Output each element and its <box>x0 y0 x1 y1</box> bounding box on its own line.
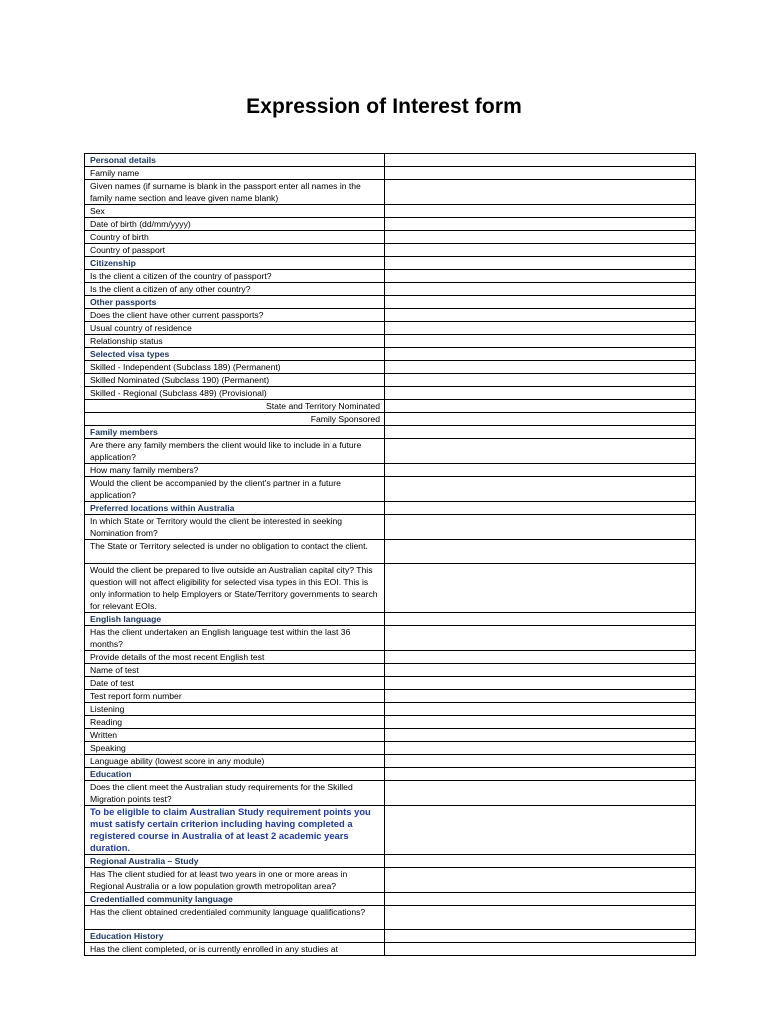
answer-cell[interactable] <box>385 231 696 244</box>
section-title: Regional Australia – Study <box>85 854 385 867</box>
eoi-form-table <box>84 153 696 956</box>
question-label: Family Sponsored <box>85 413 385 426</box>
form-row <box>85 742 696 755</box>
answer-cell[interactable] <box>385 755 696 768</box>
question-label: Would the client be accompanied by the client's partner in a future application? <box>85 477 385 502</box>
section-header-row <box>85 426 696 439</box>
form-row <box>85 244 696 257</box>
section-title: Education <box>85 768 385 781</box>
question-label: Given names (if surname is blank in the passport enter all names in the family name section and leave given name blank) <box>85 180 385 205</box>
question-label: Has the client undertaken an English language test within the last 36 months? <box>85 626 385 651</box>
question-label: Has the client obtained credentialed community language qualifications? <box>85 905 385 929</box>
answer-cell[interactable] <box>385 729 696 742</box>
question-label: Speaking <box>85 742 385 755</box>
section-answer-cell <box>385 613 696 626</box>
answer-cell[interactable] <box>385 626 696 651</box>
answer-cell[interactable] <box>385 439 696 464</box>
form-row <box>85 626 696 651</box>
question-label: Test report form number <box>85 690 385 703</box>
question-label: Country of passport <box>85 244 385 257</box>
form-row <box>85 477 696 502</box>
section-header-row <box>85 768 696 781</box>
question-label: Is the client a citizen of any other country? <box>85 283 385 296</box>
form-row <box>85 664 696 677</box>
section-header-row <box>85 296 696 309</box>
form-row <box>85 335 696 348</box>
form-row <box>85 270 696 283</box>
answer-cell[interactable] <box>385 703 696 716</box>
question-label: Does the client meet the Australian study requirements for the Skilled Migration points test? <box>85 781 385 806</box>
section-header-row <box>85 154 696 167</box>
question-label: Usual country of residence <box>85 322 385 335</box>
answer-cell[interactable] <box>385 322 696 335</box>
form-row <box>85 167 696 180</box>
answer-cell[interactable] <box>385 400 696 413</box>
answer-cell[interactable] <box>385 477 696 502</box>
form-row <box>85 464 696 477</box>
question-label: State and Territory Nominated <box>85 400 385 413</box>
section-answer-cell <box>385 929 696 942</box>
question-label: Are there any family members the client would like to include in a future application? <box>85 439 385 464</box>
answer-cell[interactable] <box>385 664 696 677</box>
answer-cell[interactable] <box>385 387 696 400</box>
form-row <box>85 905 696 929</box>
question-label: Provide details of the most recent English test <box>85 651 385 664</box>
question-label: Sex <box>85 205 385 218</box>
question-label: The State or Territory selected is under no obligation to contact the client. <box>85 540 385 564</box>
section-title: Education History <box>85 929 385 942</box>
answer-cell[interactable] <box>385 515 696 540</box>
form-row <box>85 716 696 729</box>
form-row <box>85 322 696 335</box>
section-header-row <box>85 257 696 270</box>
form-row <box>85 374 696 387</box>
section-answer-cell <box>385 296 696 309</box>
form-row <box>85 515 696 540</box>
section-header-row <box>85 892 696 905</box>
form-row <box>85 205 696 218</box>
section-answer-cell <box>385 854 696 867</box>
question-label: Is the client a citizen of the country of passport? <box>85 270 385 283</box>
section-title: Preferred locations within Australia <box>85 502 385 515</box>
section-answer-cell <box>385 426 696 439</box>
form-row <box>85 942 696 955</box>
question-label: Does the client have other current passports? <box>85 309 385 322</box>
section-answer-cell <box>385 768 696 781</box>
question-label: Has the client completed, or is currently enrolled in any studies at <box>85 942 385 955</box>
form-row <box>85 564 696 613</box>
eoi-form-body <box>85 154 696 956</box>
question-label: Reading <box>85 716 385 729</box>
section-title: English language <box>85 613 385 626</box>
answer-cell[interactable] <box>385 905 696 929</box>
form-row <box>85 677 696 690</box>
form-row <box>85 309 696 322</box>
answer-cell[interactable] <box>385 464 696 477</box>
form-row <box>85 413 696 426</box>
form-row <box>85 387 696 400</box>
answer-cell[interactable] <box>385 361 696 374</box>
section-title: Credentialled community language <box>85 892 385 905</box>
section-title: Family members <box>85 426 385 439</box>
answer-cell[interactable] <box>385 540 696 564</box>
question-label: Date of test <box>85 677 385 690</box>
section-title: Other passports <box>85 296 385 309</box>
question-label: Name of test <box>85 664 385 677</box>
question-label: Date of birth (dd/mm/yyyy) <box>85 218 385 231</box>
form-row <box>85 806 696 854</box>
question-label: Listening <box>85 703 385 716</box>
answer-cell[interactable] <box>385 867 696 892</box>
question-label: Skilled - Independent (Subclass 189) (Permanent) <box>85 361 385 374</box>
section-header-row <box>85 929 696 942</box>
answer-cell <box>385 806 696 854</box>
question-label: Has The client studied for at least two years in one or more areas in Regional Australia or a low population growth metropolitan area? <box>85 867 385 892</box>
question-label: Would the client be prepared to live outside an Australian capital city? This question will not affect eligibility for selected visa types in this EOI. This is only information to help Employers or State/Territory governments to search for relevant EOIs. <box>85 564 385 613</box>
form-row <box>85 781 696 806</box>
form-row <box>85 283 696 296</box>
answer-cell[interactable] <box>385 677 696 690</box>
section-answer-cell <box>385 257 696 270</box>
answer-cell[interactable] <box>385 218 696 231</box>
question-label: In which State or Territory would the client be interested in seeking Nomination from? <box>85 515 385 540</box>
section-title: Personal details <box>85 154 385 167</box>
answer-cell[interactable] <box>385 742 696 755</box>
form-row <box>85 867 696 892</box>
question-label: Language ability (lowest score in any module) <box>85 755 385 768</box>
answer-cell[interactable] <box>385 564 696 613</box>
section-header-row <box>85 613 696 626</box>
answer-cell[interactable] <box>385 690 696 703</box>
question-label: How many family members? <box>85 464 385 477</box>
answer-cell[interactable] <box>385 942 696 955</box>
section-answer-cell <box>385 348 696 361</box>
answer-cell[interactable] <box>385 309 696 322</box>
answer-cell[interactable] <box>385 283 696 296</box>
form-row <box>85 755 696 768</box>
form-row <box>85 439 696 464</box>
form-row <box>85 703 696 716</box>
form-row <box>85 540 696 564</box>
question-label: Relationship status <box>85 335 385 348</box>
form-row <box>85 180 696 205</box>
form-row <box>85 729 696 742</box>
section-answer-cell <box>385 154 696 167</box>
page-title: Expression of Interest form <box>246 95 522 118</box>
question-label: Skilled - Regional (Subclass 489) (Provisional) <box>85 387 385 400</box>
section-header-row <box>85 854 696 867</box>
section-title: Selected visa types <box>85 348 385 361</box>
answer-cell[interactable] <box>385 270 696 283</box>
eligibility-note: To be eligible to claim Australian Study requirement points you must satisfy certain criterion including having completed a registered course in Australia of at least 2 academic years duration. <box>85 806 385 854</box>
answer-cell[interactable] <box>385 781 696 806</box>
answer-cell[interactable] <box>385 205 696 218</box>
answer-cell[interactable] <box>385 180 696 205</box>
section-title: Citizenship <box>85 257 385 270</box>
answer-cell[interactable] <box>385 167 696 180</box>
answer-cell[interactable] <box>385 413 696 426</box>
section-answer-cell <box>385 502 696 515</box>
form-row <box>85 651 696 664</box>
question-label: Written <box>85 729 385 742</box>
question-label: Country of birth <box>85 231 385 244</box>
answer-cell[interactable] <box>385 374 696 387</box>
section-header-row <box>85 348 696 361</box>
answer-cell[interactable] <box>385 651 696 664</box>
form-row <box>85 231 696 244</box>
form-row <box>85 690 696 703</box>
form-row <box>85 400 696 413</box>
answer-cell[interactable] <box>385 244 696 257</box>
form-row <box>85 218 696 231</box>
form-row <box>85 361 696 374</box>
question-label: Family name <box>85 167 385 180</box>
answer-cell[interactable] <box>385 716 696 729</box>
section-header-row <box>85 502 696 515</box>
section-answer-cell <box>385 892 696 905</box>
question-label: Skilled Nominated (Subclass 190) (Permanent) <box>85 374 385 387</box>
answer-cell[interactable] <box>385 335 696 348</box>
